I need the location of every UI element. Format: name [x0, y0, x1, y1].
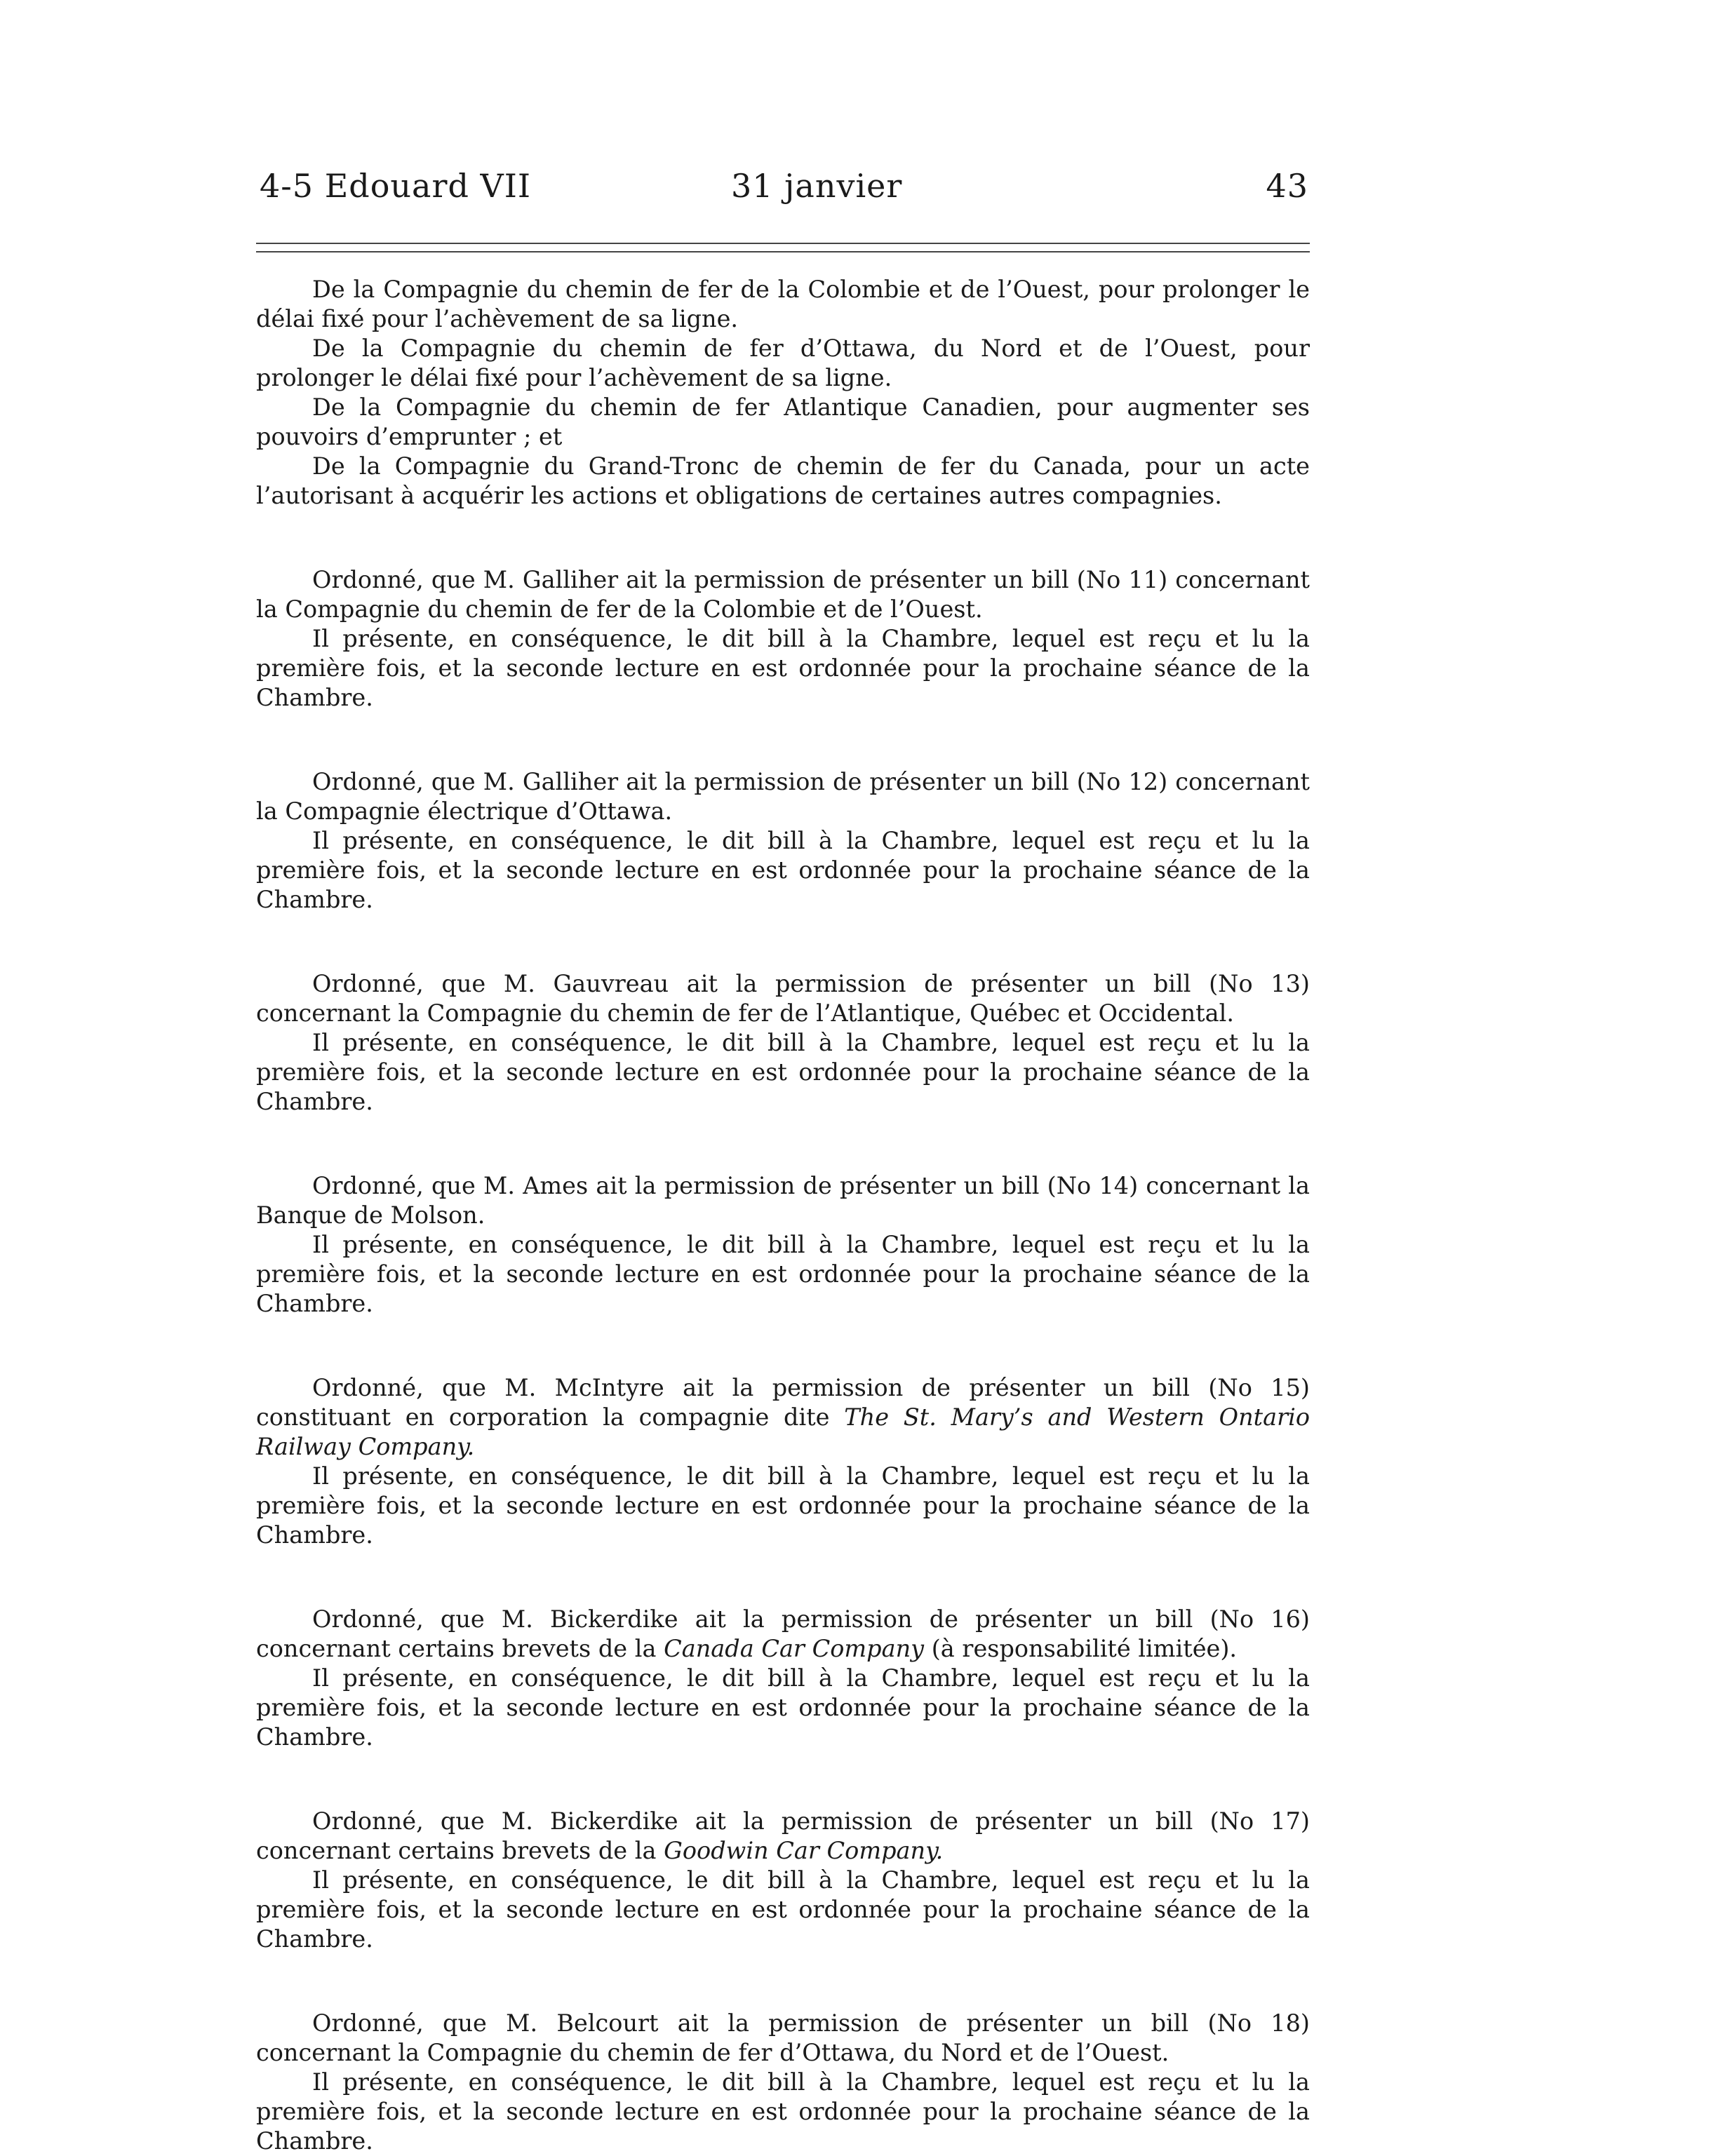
company-name: The St. Mary’s and Western Ontario Railway Company. — [256, 1403, 1310, 1460]
order-motion: Ordonné, que M. Ames ait la permission de présenter un bill (No 14) concernant la Banque de Molson. — [256, 1172, 1310, 1229]
company-name: Canada Car Company — [664, 1635, 925, 1662]
intro-paragraph: De la Compagnie du chemin de fer d’Ottawa, du Nord et de l’Ouest, pour prolonger le délai fixé pour l’achèvement de sa ligne. — [256, 335, 1310, 391]
header-date: 31 janvier — [731, 167, 903, 205]
order-result: Il présente, en conséquence, le dit bill à la Chambre, lequel est reçu et lu la première fois, et la seconde lecture en est ordonnée pour la prochaine séance de la Chambre. — [256, 2068, 1310, 2155]
order-motion: Ordonné, que M. Galliher ait la permission de présenter un bill (No 11) concernant la Compagnie du chemin de fer de la Colombie et de l’Ouest. — [256, 566, 1310, 623]
order-result: Il présente, en conséquence, le dit bill à la Chambre, lequel est reçu et lu la première fois, et la seconde lecture en est ordonnée pour la prochaine séance de la Chambre. — [256, 1029, 1310, 1115]
order-result: Il présente, en conséquence, le dit bill à la Chambre, lequel est reçu et lu la première fois, et la seconde lecture en est ordonnée pour la prochaine séance de la Chambre. — [256, 625, 1310, 711]
motion-text: (à responsabilité limitée). — [924, 1635, 1238, 1662]
intro-paragraph: De la Compagnie du Grand-Tronc de chemin de fer du Canada, pour un acte l’autorisant à acquérir les actions et obligations de certaines autres compagnies. — [256, 452, 1310, 509]
order-result: Il présente, en conséquence, le dit bill à la Chambre, lequel est reçu et lu la première fois, et la seconde lecture en est ordonnée pour la prochaine séance de la Chambre. — [256, 827, 1310, 913]
order-motion — [256, 1807, 1310, 1866]
motion-text: Ordonné, que M. McIntyre ait la permission de présenter un bill (No 15) constituant en corporation la compagnie dite — [256, 1374, 1310, 1431]
running-header — [260, 167, 1308, 216]
order-motion — [256, 1605, 1310, 1664]
order-motion: Ordonné, que M. Gauvreau ait la permission de présenter un bill (No 13) concernant la Compagnie du chemin de fer de l’Atlantique, Québec et Occidental. — [256, 970, 1310, 1027]
page-body — [256, 275, 1310, 2156]
header-rule-bottom — [256, 251, 1310, 252]
header-rule-top — [256, 243, 1310, 244]
order-result: Il présente, en conséquence, le dit bill à la Chambre, lequel est reçu et lu la première fois, et la seconde lecture en est ordonnée pour la prochaine séance de la Chambre. — [256, 1462, 1310, 1549]
order-result: Il présente, en conséquence, le dit bill à la Chambre, lequel est reçu et lu la première fois, et la seconde lecture en est ordonnée pour la prochaine séance de la Chambre. — [256, 1664, 1310, 1751]
intro-paragraph: De la Compagnie du chemin de fer de la Colombie et de l’Ouest, pour prolonger le délai fixé pour l’achèvement de sa ligne. — [256, 276, 1310, 332]
motion-text: Ordonné, que M. Bickerdike ait la permission de présenter un bill (No 16) concernant certains brevets de la — [256, 1605, 1310, 1662]
page-number: 43 — [1266, 167, 1308, 205]
order-result: Il présente, en conséquence, le dit bill à la Chambre, lequel est reçu et lu la première fois, et la seconde lecture en est ordonnée pour la prochaine séance de la Chambre. — [256, 1866, 1310, 1953]
intro-paragraph: De la Compagnie du chemin de fer Atlantique Canadien, pour augmenter ses pouvoirs d’emprunter ; et — [256, 393, 1310, 450]
order-motion: Ordonné, que M. Belcourt ait la permission de présenter un bill (No 18) concernant la Compagnie du chemin de fer d’Ottawa, du Nord et de l’Ouest. — [256, 2009, 1310, 2066]
order-result: Il présente, en conséquence, le dit bill à la Chambre, lequel est reçu et lu la première fois, et la seconde lecture en est ordonnée pour la prochaine séance de la Chambre. — [256, 1231, 1310, 1317]
order-motion: Ordonné, que M. Galliher ait la permission de présenter un bill (No 12) concernant la Compagnie électrique d’Ottawa. — [256, 768, 1310, 825]
motion-text: Ordonné, que M. Bickerdike ait la permission de présenter un bill (No 17) concernant certains brevets de la — [256, 1807, 1310, 1864]
company-name: Goodwin Car Company. — [664, 1837, 944, 1864]
order-motion — [256, 1373, 1310, 1462]
header-regnal-year: 4-5 Edouard VII — [260, 167, 532, 205]
